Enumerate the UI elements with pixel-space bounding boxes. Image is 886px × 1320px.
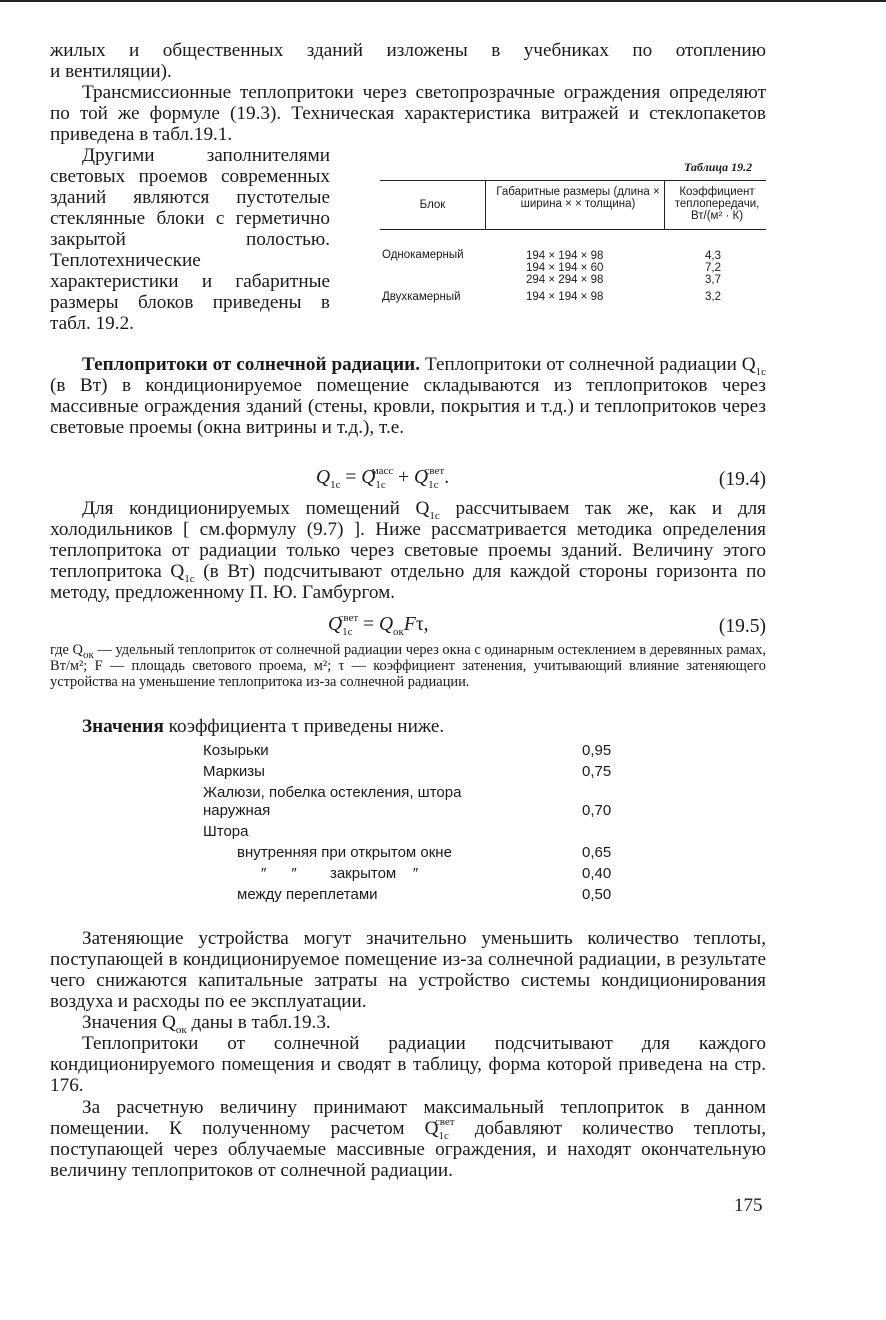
section-heading: Теплопритоки от солнечной радиации. bbox=[82, 354, 421, 375]
header-coefficient: Коэффициент теплопередачи, Вт/(м² · К) bbox=[674, 186, 760, 222]
equation-19-5: $Q_{1с}^{свет} = Q_{ок}F\tau$, bbox=[328, 611, 429, 638]
intro-paragraph-3: Другими заполнителями световых проемов современных зданий являются пустотелые стеклянные блоки с герметично закрытой полостью. Теплотехнические характеристики и габаритные размеры блоков приведены в табл. 19.2. bbox=[50, 145, 330, 334]
table-header-row bbox=[380, 181, 766, 230]
k-value: 4,3 bbox=[705, 250, 721, 262]
page-number: 175 bbox=[734, 1195, 763, 1216]
row-block-single: Однокамерный bbox=[382, 249, 464, 261]
table-caption: Таблица 19.2 bbox=[684, 160, 753, 174]
size-value: 194 × 194 × 98 bbox=[526, 291, 604, 303]
list-item: внутренняя при открытом окне 0,65 bbox=[237, 844, 612, 861]
k-value: 3,7 bbox=[705, 274, 721, 286]
k-value: 7,2 bbox=[705, 262, 721, 274]
top-rule bbox=[0, 0, 886, 2]
solar-paragraph-2: Для кондиционируемых помещений $Q_{1с}$ рассчитываем так же, как и для холодильников [ см.формулу (9.7) ]. Ниже рассматривается методика определения теплопритока от радиации только через световые проемы зданий. Величину этого теплопритока $Q_{1с}$ (в Вт) подсчитывают отдельно для каждой стороны горизонта по методу, предложенному П. Ю. Гамбургом. bbox=[50, 498, 767, 603]
table-divider bbox=[664, 181, 665, 229]
size-value: 194 × 194 × 60 bbox=[526, 262, 604, 274]
size-value: 194 × 194 × 98 bbox=[526, 250, 604, 262]
header-sizes: Габаритные размеры (длина × ширина × × толщина) bbox=[496, 186, 660, 210]
list-item: Козырьки 0,95 bbox=[203, 742, 612, 759]
closing-paragraph-4: За расчетную величину принимают максимальный теплоприток в данном помещении. К полученному расчетом $Q_{1с}^{свет}$ добавляют количество теплоты, поступающей через облучаемые массивные ограждения, и находят окончательную величину теплопритоков от солнечной радиации. bbox=[50, 1097, 766, 1181]
row-block-double: Двухкамерный bbox=[382, 291, 461, 303]
tau-intro: Значения коэффициента τ приведены ниже. bbox=[82, 716, 445, 737]
equation-number: (19.5) bbox=[718, 616, 766, 637]
intro-paragraph-1: жилых и общественных зданий изложены в учебниках по отоплению и вентиляции). bbox=[50, 40, 766, 82]
solar-paragraph-1: Теплопритоки от солнечной радиации. Теплопритоки от солнечной радиации $Q_{1с}$ (в Вт) в кондиционируемое помещение складываются из теплопритоков через массивные ограждения зданий (стены, кровли, покрытия и т.д.) и теплопритоков через световые проемы (окна витрины и т.д.), т.е. bbox=[50, 354, 767, 438]
list-item: между переплетами 0,50 bbox=[237, 886, 612, 903]
where-definitions: где $Q_{ок}$ — удельный теплоприток от солнечной радиации через окна с одинарным остеклением в деревянных рамах, Вт/м²; F — площадь светового проема, м²; τ — коэффициент затенения, учитывающий влияние затеняющего устройства на уменьшение теплопритока из-за солнечной радиации. bbox=[50, 642, 766, 690]
list-item: Маркизы 0,75 bbox=[203, 763, 612, 780]
list-item: ″ ″ закрытом ″ 0,40 bbox=[261, 865, 612, 882]
header-block: Блок bbox=[419, 199, 446, 211]
equation-19-4: $Q_{1с} = Q_{1с}^{масс} + Q_{1с}^{свет}$. bbox=[316, 464, 450, 491]
k-value: 3,2 bbox=[705, 291, 721, 303]
blocks-table bbox=[380, 180, 766, 303]
intro-paragraph-2: Трансмиссионные теплопритоки через светопрозрачные ограждения определяют по той же формуле (19.3). Техническая характеристика витражей и стеклопакетов приведена в табл.19.1. bbox=[50, 82, 766, 145]
closing-paragraph-2: Значения $Q_{ок}$ даны в табл.19.3. bbox=[82, 1012, 331, 1036]
closing-paragraph-1: Затеняющие устройства могут значительно уменьшить количество теплоты, поступающей в кондиционируемое помещение из-за солнечной радиации, в результате чего снижаются капитальные затраты на устройство системы кондиционирования воздуха и расходы по ее эксплуатации. bbox=[50, 928, 766, 1012]
table-divider bbox=[485, 181, 486, 229]
list-item: Жалюзи, побелка остекления, штора bbox=[203, 784, 462, 801]
closing-paragraph-3: Теплопритоки от солнечной радиации подсчитывают для каждого кондиционируемого помещения и сводят в таблицу, форма которой приведена на стр. 176. bbox=[50, 1033, 766, 1096]
size-value: 294 × 294 × 98 bbox=[526, 274, 604, 286]
list-item: наружная 0,70 bbox=[203, 802, 612, 819]
list-item: Штора bbox=[203, 823, 249, 840]
equation-number: (19.4) bbox=[718, 469, 766, 490]
